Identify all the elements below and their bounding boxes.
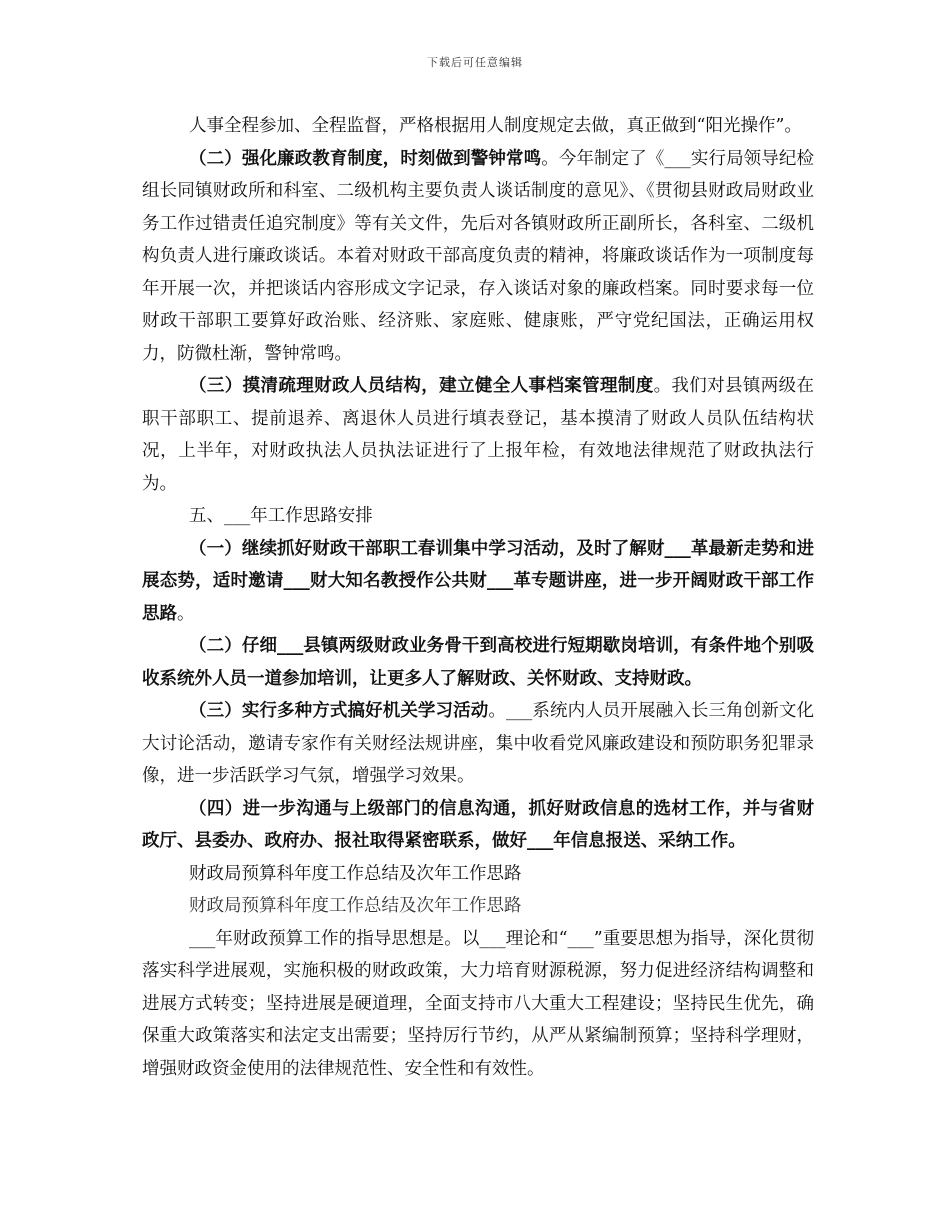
paragraph-1 bbox=[142, 110, 814, 143]
paragraph-5-text: 。 bbox=[177, 603, 195, 624]
paragraph-11 bbox=[142, 923, 814, 1086]
article-title bbox=[142, 858, 814, 891]
paragraph-6-bold: （二）仔细___县镇两级财政业务骨干到高校进行短期歇岗培训，有条件地个别吸收系统外人员一道参加培训，让更多人了解财政、关怀财政、支持财政。 bbox=[142, 636, 814, 689]
paragraph-11-text: ___年财政预算工作的指导思想是。以___理论和“___”重要思想为指导，深化贯彻落实科学进展观，实施积极的财政政策，大力培育财源税源，努力促进经济结构调整和进展方式转变；坚持进展是硬道理，全面支持市八大重大工程建设；坚持民生优先，确保重大政策落实和法定支出需要；坚持厉行节约，从严从紧编制预算；坚持科学理财，增强财政资金使用的法律规范性、安全性和有效性。 bbox=[142, 928, 814, 1079]
article-subtitle bbox=[142, 890, 814, 923]
paragraph-8 bbox=[142, 793, 814, 858]
paragraph-5-bold: （一）继续抓好财政干部职工春训集中学习活动，及时了解财___革最新走势和进展态势，适时邀请___财大知名教授作公共财___革专题讲座，进一步开阔财政干部工作思路 bbox=[142, 538, 814, 624]
section-heading-text: 五、___年工作思路安排 bbox=[189, 506, 373, 526]
paragraph-1-text: 人事全程参加、全程监督，严格根据用人制度规定去做，真正做到“阳光操作”。 bbox=[189, 116, 802, 136]
section-heading bbox=[142, 500, 814, 533]
paragraph-5 bbox=[142, 533, 814, 631]
paragraph-7-bold: （三）实行多种方式搞好机关学习活动 bbox=[189, 701, 489, 721]
paragraph-3-text: 。我们对县镇两级在职干部职工、提前退养、离退休人员进行填表登记，基本摸清了财政人员队伍结构状况，上半年，对财政执法人员执法证进行了上报年检，有效地法律规范了财政执法行为。 bbox=[142, 376, 815, 494]
paragraph-7 bbox=[142, 695, 814, 793]
paragraph-2-text: 。今年制定了《___实行局领导纪检组长同镇财政所和科室、二级机构主要负责人谈话制度的意见》、《贯彻县财政局财政业务工作过错责任追究制度》等有关文件，先后对各镇财政所正副所长，各科室、二级机构负责人进行廉政谈话。本着对财政干部高度负责的精神，将廉政谈话作为一项制度每年开展一次，并把谈话内容形成文字记录，存入谈话对象的廉政档案。同时要求每一位财政干部职工要算好政治账、经济账、家庭账、健康账，严守党纪国法，正确运用权力，防微杜渐，警钟常鸣。 bbox=[142, 148, 815, 364]
paragraph-8-bold: （四）进一步沟通与上级部门的信息沟通，抓好财政信息的选材工作，并与省财政厅、县委办、政府办、报社取得紧密联系，做好___年信息报送、采纳工作。 bbox=[142, 798, 814, 851]
paragraph-2-bold: （二）强化廉政教育制度，时刻做到警钟常鸣 bbox=[189, 148, 542, 169]
document-body bbox=[142, 110, 814, 1085]
page-header: 下载后可任意编辑 bbox=[427, 56, 523, 69]
article-title-text: 财政局预算科年度工作总结及次年工作思路 bbox=[189, 863, 522, 884]
paragraph-2 bbox=[142, 143, 814, 371]
paragraph-3 bbox=[142, 370, 814, 500]
article-subtitle-text: 财政局预算科年度工作总结及次年工作思路 bbox=[189, 896, 522, 916]
paragraph-3-bold: （三）摸清疏理财政人员结构，建立健全人事档案管理制度 bbox=[189, 376, 654, 396]
paragraph-6 bbox=[142, 630, 814, 695]
paragraph-7-text: 。___系统内人员开展融入长三角创新文化大讨论活动，邀请专家作有关财经法规讲座，集中收看党风廉政建设和预防职务犯罪录像，进一步活跃学习气氛，增强学习效果。 bbox=[142, 701, 814, 786]
